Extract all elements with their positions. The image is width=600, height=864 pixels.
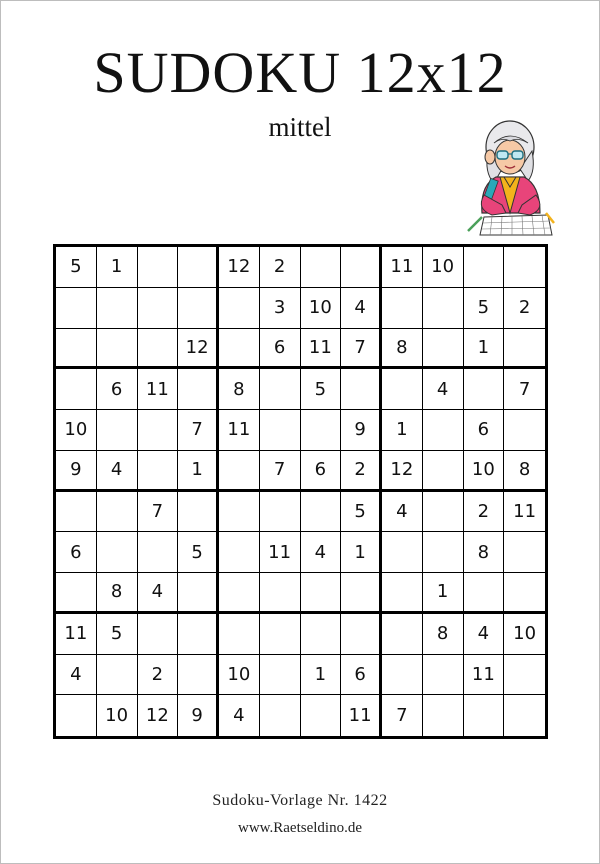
sudoku-given-cell: 7 xyxy=(138,492,179,533)
sudoku-given-cell: 8 xyxy=(382,329,423,370)
sudoku-given-cell: 11 xyxy=(219,410,260,451)
sudoku-given-cell: 10 xyxy=(219,655,260,696)
sudoku-empty-cell[interactable] xyxy=(56,695,97,736)
sudoku-given-cell: 2 xyxy=(504,288,545,329)
sudoku-empty-cell[interactable] xyxy=(138,288,179,329)
sudoku-given-cell: 10 xyxy=(423,247,464,288)
sudoku-given-cell: 6 xyxy=(260,329,301,370)
sudoku-given-cell: 9 xyxy=(341,410,382,451)
sudoku-given-cell: 2 xyxy=(341,451,382,492)
sudoku-given-cell: 10 xyxy=(504,614,545,655)
sudoku-given-cell: 2 xyxy=(464,492,505,533)
sudoku-empty-cell[interactable] xyxy=(382,369,423,410)
sudoku-empty-cell[interactable] xyxy=(260,573,301,614)
sudoku-empty-cell[interactable] xyxy=(178,288,219,329)
sudoku-given-cell: 6 xyxy=(464,410,505,451)
sudoku-given-cell: 5 xyxy=(97,614,138,655)
sudoku-empty-cell[interactable] xyxy=(423,492,464,533)
sudoku-empty-cell[interactable] xyxy=(178,655,219,696)
sudoku-empty-cell[interactable] xyxy=(382,573,423,614)
sudoku-given-cell: 2 xyxy=(260,247,301,288)
sudoku-empty-cell[interactable] xyxy=(219,573,260,614)
sudoku-empty-cell[interactable] xyxy=(138,532,179,573)
sudoku-empty-cell[interactable] xyxy=(341,573,382,614)
sudoku-given-cell: 6 xyxy=(301,451,342,492)
sudoku-empty-cell[interactable] xyxy=(219,614,260,655)
sudoku-given-cell: 11 xyxy=(382,247,423,288)
sudoku-empty-cell[interactable] xyxy=(178,492,219,533)
sudoku-given-cell: 4 xyxy=(423,369,464,410)
sudoku-empty-cell[interactable] xyxy=(138,614,179,655)
sudoku-empty-cell[interactable] xyxy=(56,288,97,329)
puzzle-solver-illustration-icon xyxy=(466,113,556,237)
sudoku-empty-cell[interactable] xyxy=(341,614,382,655)
sudoku-empty-cell[interactable] xyxy=(382,288,423,329)
sudoku-given-cell: 1 xyxy=(464,329,505,370)
sudoku-empty-cell[interactable] xyxy=(178,369,219,410)
sudoku-given-cell: 4 xyxy=(382,492,423,533)
sudoku-empty-cell[interactable] xyxy=(301,573,342,614)
website-url: www.Raetseldino.de xyxy=(238,820,362,836)
sudoku-given-cell: 11 xyxy=(56,614,97,655)
sudoku-given-cell: 4 xyxy=(56,655,97,696)
sudoku-empty-cell[interactable] xyxy=(464,695,505,736)
sudoku-given-cell: 8 xyxy=(219,369,260,410)
sudoku-given-cell: 8 xyxy=(504,451,545,492)
sudoku-given-cell: 4 xyxy=(464,614,505,655)
sudoku-given-cell: 8 xyxy=(423,614,464,655)
sudoku-empty-cell[interactable] xyxy=(219,492,260,533)
sudoku-given-cell: 3 xyxy=(260,288,301,329)
sudoku-empty-cell[interactable] xyxy=(301,492,342,533)
sudoku-given-cell: 7 xyxy=(178,410,219,451)
sudoku-given-cell: 6 xyxy=(97,369,138,410)
sudoku-empty-cell[interactable] xyxy=(219,532,260,573)
sudoku-given-cell: 1 xyxy=(178,451,219,492)
sudoku-empty-cell[interactable] xyxy=(260,369,301,410)
sudoku-given-cell: 5 xyxy=(341,492,382,533)
sudoku-empty-cell[interactable] xyxy=(178,573,219,614)
sudoku-empty-cell[interactable] xyxy=(504,329,545,370)
sudoku-empty-cell[interactable] xyxy=(382,614,423,655)
sudoku-empty-cell[interactable] xyxy=(219,288,260,329)
sudoku-given-cell: 11 xyxy=(504,492,545,533)
sudoku-given-cell: 8 xyxy=(464,532,505,573)
template-number: Sudoku-Vorlage Nr. 1422 xyxy=(212,792,388,809)
sudoku-given-cell: 5 xyxy=(56,247,97,288)
sudoku-given-cell: 4 xyxy=(301,532,342,573)
sudoku-empty-cell[interactable] xyxy=(56,492,97,533)
sudoku-given-cell: 10 xyxy=(56,410,97,451)
sudoku-given-cell: 6 xyxy=(56,532,97,573)
sudoku-empty-cell[interactable] xyxy=(301,410,342,451)
sudoku-empty-cell[interactable] xyxy=(464,247,505,288)
sudoku-given-cell: 2 xyxy=(138,655,179,696)
sudoku-empty-cell[interactable] xyxy=(97,329,138,370)
sudoku-given-cell: 1 xyxy=(341,532,382,573)
sudoku-empty-cell[interactable] xyxy=(219,451,260,492)
sudoku-empty-cell[interactable] xyxy=(56,573,97,614)
sudoku-given-cell: 1 xyxy=(423,573,464,614)
sudoku-empty-cell[interactable] xyxy=(423,451,464,492)
sudoku-empty-cell[interactable] xyxy=(382,532,423,573)
sudoku-empty-cell[interactable] xyxy=(423,532,464,573)
sudoku-given-cell: 10 xyxy=(97,695,138,736)
sudoku-empty-cell[interactable] xyxy=(97,492,138,533)
sudoku-given-cell: 1 xyxy=(97,247,138,288)
sudoku-empty-cell[interactable] xyxy=(423,288,464,329)
sudoku-given-cell: 11 xyxy=(301,329,342,370)
sudoku-empty-cell[interactable] xyxy=(382,655,423,696)
sudoku-empty-cell[interactable] xyxy=(178,614,219,655)
sudoku-empty-cell[interactable] xyxy=(423,410,464,451)
sudoku-given-cell: 6 xyxy=(341,655,382,696)
sudoku-given-cell: 7 xyxy=(341,329,382,370)
sudoku-given-cell: 11 xyxy=(138,369,179,410)
sudoku-empty-cell[interactable] xyxy=(56,329,97,370)
sudoku-given-cell: 8 xyxy=(97,573,138,614)
sudoku-empty-cell[interactable] xyxy=(260,410,301,451)
sudoku-given-cell: 12 xyxy=(138,695,179,736)
sudoku-empty-cell[interactable] xyxy=(97,288,138,329)
page-title: SUDOKU 12x12 xyxy=(93,40,507,105)
sudoku-empty-cell[interactable] xyxy=(138,410,179,451)
sudoku-given-cell: 9 xyxy=(178,695,219,736)
sudoku-empty-cell[interactable] xyxy=(97,532,138,573)
sudoku-empty-cell[interactable] xyxy=(423,655,464,696)
sudoku-given-cell: 7 xyxy=(382,695,423,736)
sudoku-given-cell: 11 xyxy=(260,532,301,573)
sudoku-empty-cell[interactable] xyxy=(301,247,342,288)
sudoku-empty-cell[interactable] xyxy=(341,369,382,410)
sudoku-grid xyxy=(53,244,548,739)
sudoku-given-cell: 11 xyxy=(341,695,382,736)
sudoku-empty-cell[interactable] xyxy=(138,329,179,370)
sudoku-given-cell: 7 xyxy=(504,369,545,410)
sudoku-empty-cell[interactable] xyxy=(260,492,301,533)
sudoku-given-cell: 12 xyxy=(219,247,260,288)
sudoku-given-cell: 7 xyxy=(260,451,301,492)
sudoku-empty-cell[interactable] xyxy=(301,614,342,655)
sudoku-empty-cell[interactable] xyxy=(301,695,342,736)
sudoku-given-cell: 12 xyxy=(178,329,219,370)
sudoku-given-cell: 4 xyxy=(219,695,260,736)
sudoku-given-cell: 1 xyxy=(301,655,342,696)
sudoku-empty-cell[interactable] xyxy=(138,451,179,492)
difficulty-label: mittel xyxy=(268,112,332,142)
sudoku-given-cell: 1 xyxy=(382,410,423,451)
sudoku-given-cell: 11 xyxy=(464,655,505,696)
sudoku-empty-cell[interactable] xyxy=(504,247,545,288)
sudoku-empty-cell[interactable] xyxy=(219,329,260,370)
sudoku-empty-cell[interactable] xyxy=(464,573,505,614)
sudoku-given-cell: 5 xyxy=(301,369,342,410)
sudoku-empty-cell[interactable] xyxy=(504,695,545,736)
sudoku-given-cell: 10 xyxy=(464,451,505,492)
sudoku-given-cell: 4 xyxy=(97,451,138,492)
sudoku-empty-cell[interactable] xyxy=(138,247,179,288)
sudoku-empty-cell[interactable] xyxy=(178,247,219,288)
sudoku-empty-cell[interactable] xyxy=(260,695,301,736)
sudoku-empty-cell[interactable] xyxy=(504,655,545,696)
sudoku-given-cell: 10 xyxy=(301,288,342,329)
sudoku-empty-cell[interactable] xyxy=(260,655,301,696)
sudoku-given-cell: 4 xyxy=(138,573,179,614)
sudoku-empty-cell[interactable] xyxy=(423,329,464,370)
sudoku-given-cell: 5 xyxy=(464,288,505,329)
sudoku-empty-cell[interactable] xyxy=(504,532,545,573)
sudoku-given-cell: 5 xyxy=(178,532,219,573)
sudoku-empty-cell[interactable] xyxy=(97,655,138,696)
sudoku-empty-cell[interactable] xyxy=(56,369,97,410)
sudoku-empty-cell[interactable] xyxy=(97,410,138,451)
sudoku-empty-cell[interactable] xyxy=(260,614,301,655)
sudoku-empty-cell[interactable] xyxy=(504,573,545,614)
sudoku-given-cell: 4 xyxy=(341,288,382,329)
sudoku-given-cell: 12 xyxy=(382,451,423,492)
sudoku-empty-cell[interactable] xyxy=(504,410,545,451)
sudoku-empty-cell[interactable] xyxy=(423,695,464,736)
sudoku-empty-cell[interactable] xyxy=(341,247,382,288)
sudoku-given-cell: 9 xyxy=(56,451,97,492)
sudoku-empty-cell[interactable] xyxy=(464,369,505,410)
